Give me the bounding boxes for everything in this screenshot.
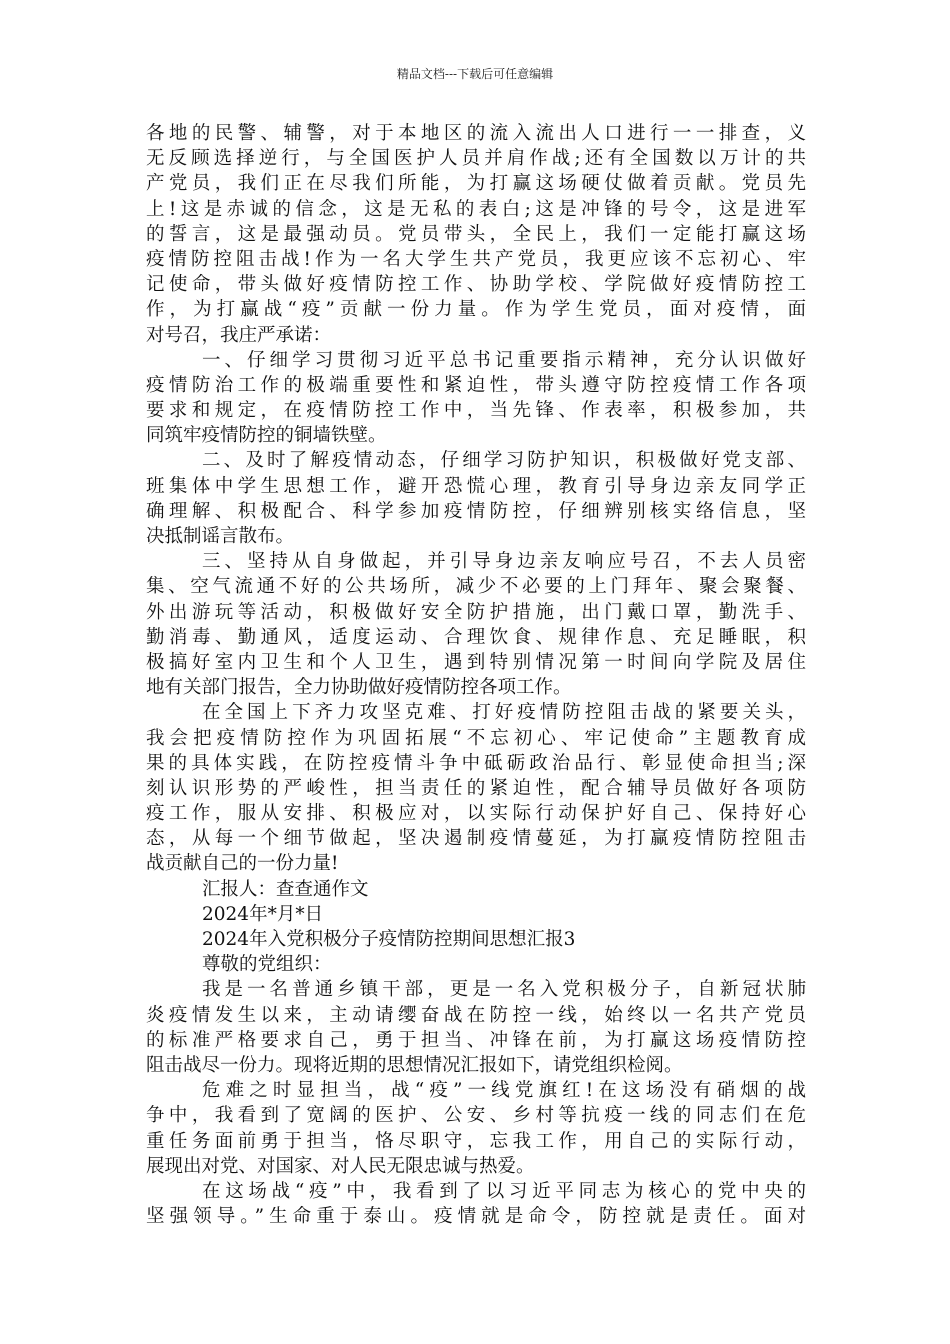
text-line: 尊敬的党组织： bbox=[202, 954, 332, 976]
text-line: 我会把疫情防控作为巩固拓展“不忘初心、牢记使命”主题教育成 bbox=[146, 727, 806, 749]
text-line: 在全国上下齐力攻坚克难、打好疫情防控阻击战的紧要关头， bbox=[202, 702, 806, 724]
text-line: 一、仔细学习贯彻习近平总书记重要指示精神，充分认识做好 bbox=[202, 349, 806, 371]
text-line: 汇报人：查查通作文 bbox=[202, 878, 369, 900]
text-line: 展现出对党、对国家、对人民无限忠诚与热爱。 bbox=[146, 1155, 535, 1177]
text-line: 作，为打赢战“疫”贡献一份力量。作为学生党员，面对疫情，面 bbox=[146, 299, 806, 321]
text-line: 危难之时显担当，战“疫”一线党旗红!在这场没有硝烟的战 bbox=[202, 1080, 806, 1102]
text-line: 集、空气流通不好的公共场所，减少不必要的上门拜年、聚会聚餐、 bbox=[146, 576, 806, 598]
text-line: 产党员，我们正在尽我们所能，为打赢这场硬仗做着贡献。党员先 bbox=[146, 173, 806, 195]
text-line: 阻击战尽一份力。现将近期的思想情况汇报如下，请党组织检阅。 bbox=[146, 1054, 683, 1076]
text-line: 要求和规定，在疫情防控工作中，当先锋、作表率，积极参加，共 bbox=[146, 400, 806, 422]
text-line: 炎疫情发生以来，主动请缨奋战在防控一线，始终以一名共产党员 bbox=[146, 1004, 806, 1026]
text-line: 刻认识形势的严峻性，担当责任的紧迫性，配合辅导员做好各项防 bbox=[146, 777, 806, 799]
text-line: 各地的民警、辅警，对于本地区的流入流出人口进行一一排查，义 bbox=[146, 123, 806, 144]
text-line: 决抵制谣言散布。 bbox=[146, 526, 295, 547]
text-line: 态，从每一个细节做起，坚决遏制疫情蔓延，为打赢疫情防控阻击 bbox=[146, 828, 806, 850]
text-line: 重任务面前勇于担当，恪尽职守，忘我工作，用自己的实际行动， bbox=[146, 1130, 806, 1152]
text-line: 二、及时了解疫情动态，仔细学习防护知识，积极做好党支部、 bbox=[202, 450, 806, 472]
text-line: 果的具体实践，在防控疫情斗争中砥砺政治品行、彰显使命担当;深 bbox=[146, 752, 806, 774]
text-line: 疫情防治工作的极端重要性和紧迫性，带头遵守防控疫情工作各项 bbox=[146, 374, 806, 396]
text-line: 2024年*月*日 bbox=[202, 903, 324, 925]
text-line: 无反顾选择逆行，与全国医护人员并肩作战;还有全国数以万计的共 bbox=[146, 148, 806, 170]
text-line: 的标准严格要求自己，勇于担当、冲锋在前，为打赢这场疫情防控 bbox=[146, 1029, 806, 1051]
text-line: 争中，我看到了宽阔的医护、公安、乡村等抗疫一线的同志们在危 bbox=[146, 1105, 806, 1127]
text-line: 战贡献自己的一份力量! bbox=[146, 853, 339, 875]
text-line: 极搞好室内卫生和个人卫生，遇到特别情况第一时间向学院及居住 bbox=[146, 651, 806, 673]
text-line: 2024年入党积极分子疫情防控期间思想汇报3 bbox=[202, 929, 576, 950]
text-line: 确理解、积极配合、科学参加疫情防控，仔细辨别核实络信息，坚 bbox=[146, 500, 806, 522]
text-line: 地有关部门报告，全力协助做好疫情防控各项工作。 bbox=[146, 677, 572, 699]
text-line: 勤消毒、勤通风，适度运动、合理饮食、规律作息、充足睡眠，积 bbox=[146, 626, 806, 648]
text-line: 上!这是赤诚的信念，这是无私的表白;这是冲锋的号令，这是进军 bbox=[146, 198, 806, 220]
text-line: 班集体中学生思想工作，避开恐慌心理，教育引导身边亲友同学正 bbox=[146, 475, 806, 497]
page-header: 精品文档---下载后可任意编辑 bbox=[396, 67, 554, 81]
text-line: 三、坚持从自身做起，并引导身边亲友响应号召，不去人员密 bbox=[202, 551, 806, 573]
text-line: 疫工作，服从安排、积极应对，以实际行动保护好自己、保持好心 bbox=[146, 803, 806, 825]
document-body bbox=[146, 121, 806, 1229]
text-line: 外出游玩等活动，积极做好安全防护措施，出门戴口罩，勤洗手、 bbox=[146, 601, 806, 623]
text-line: 我是一名普通乡镇干部，更是一名入党积极分子，自新冠状肺 bbox=[202, 979, 806, 1001]
text-line: 记使命，带头做好疫情防控工作、协助学校、学院做好疫情防控工 bbox=[146, 274, 806, 296]
text-line: 疫情防控阻击战!作为一名大学生共产党员，我更应该不忘初心、牢 bbox=[146, 248, 806, 270]
text-line: 坚强领导。”生命重于泰山。疫情就是命令，防控就是责任。面对 bbox=[146, 1206, 806, 1228]
text-line: 对号召，我庄严承诺： bbox=[146, 324, 332, 346]
text-line: 同筑牢疫情防控的铜墙铁壁。 bbox=[146, 425, 387, 447]
text-line: 在这场战“疫”中，我看到了以习近平同志为核心的党中央的 bbox=[202, 1180, 806, 1202]
text-line: 的誓言，这是最强动员。党员带头，全民上，我们一定能打赢这场 bbox=[146, 223, 806, 245]
